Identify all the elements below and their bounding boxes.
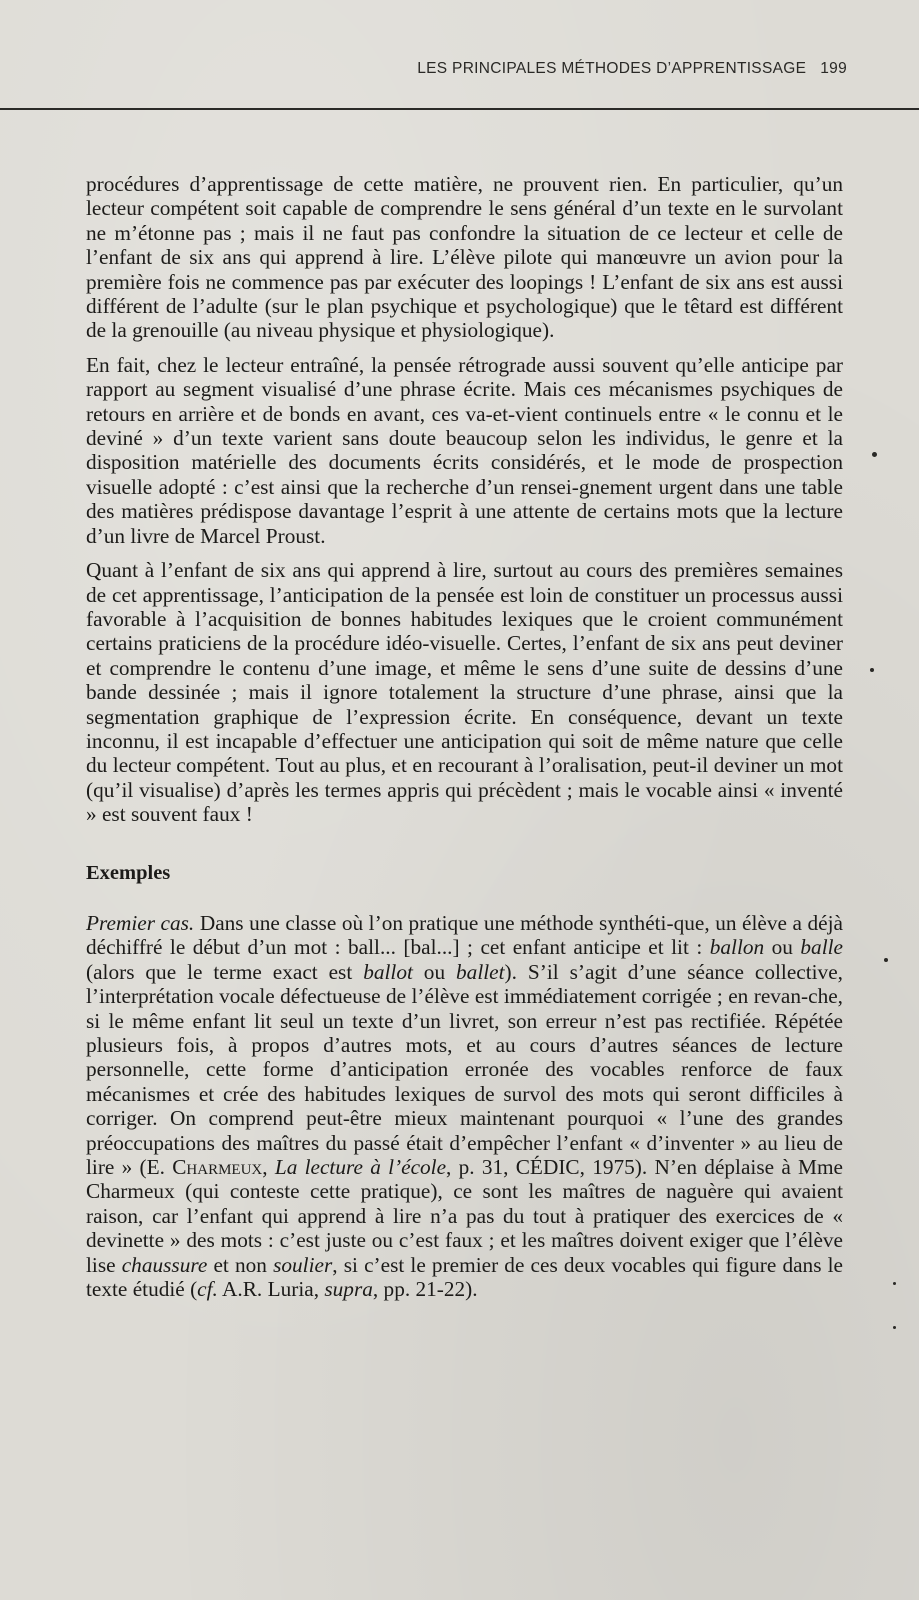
- print-speck: [872, 452, 877, 457]
- supra-word: supra: [324, 1277, 373, 1302]
- word-ballon: ballon: [709, 935, 765, 960]
- cf-abbrev: cf.: [197, 1277, 218, 1302]
- author-name: Charmeux: [172, 1155, 263, 1180]
- body-text: [86, 172, 843, 1311]
- paragraph-1: procédures d’apprentissage de cette matière, ne prouvent rien. En particulier, qu’un lecteur compétent soit capable de comprendre le sens général d’un texte en le survolant ne m’étonne pas ; mais il ne faut pas confondre la situation de ce lecteur et celle de l’enfant de six ans qui apprend à lire. L’élève pilote qui manœuvre un avion pour la première fois ne commence pas par exécuter des loopings ! L’enfant de six ans est aussi différent de l’adulte (sur le plan psychique et psychologique) que le têtard est différent de la grenouille (au niveau physique et physiologique).: [86, 172, 843, 343]
- p4-text-8: et non: [207, 1252, 274, 1277]
- word-ballot: ballot: [363, 959, 413, 984]
- page-number: 199: [820, 60, 847, 77]
- book-title: La lecture à l’école: [274, 1155, 447, 1180]
- p4-text-11: , pp. 21-22).: [372, 1277, 478, 1302]
- p4-text-6: ,: [262, 1155, 275, 1180]
- running-title: LES PRINCIPALES MÉTHODES D’APPRENTISSAGE: [417, 60, 807, 77]
- section-heading: Exemples: [86, 861, 171, 884]
- p4-text-7: , p. 31, CÉDIC, 1975). N’en déplaise à Mme Charmeux (qui conteste cette pratique), ce sont les maîtres de naguère qui avaient raison, car l’enfant qui apprend à lire n’a pas du tout à pratiquer des exercices de « devinette » des mots : c’est juste ou c’est faux ; et les maîtres doivent exiger que l’élève lise: [86, 1155, 843, 1277]
- running-head: [417, 60, 847, 78]
- word-balle: balle: [800, 935, 843, 960]
- case-label: Premier cas.: [86, 910, 195, 935]
- p4-text-1: Dans une classe où l’on pratique une méthode synthéti-que, un élève a déjà déchiffré le début d’un mot : ball... [bal...] ; cet enfant anticipe et lit :: [86, 910, 843, 960]
- p4-text-9: , si c’est le premier de ces deux vocables qui figure dans le texte étudié (: [86, 1252, 843, 1302]
- print-speck: [870, 668, 874, 672]
- p4-text-3: (alors que le terme exact est: [86, 959, 364, 984]
- p4-text-5: ). S’il s’agit d’une séance collective, l’interprétation vocale défectueuse de l’élève est immédiatement corrigée ; en revan-che, si le même enfant lit seul un texte d’un livret, son erreur n’est pas rectifiée. Répétée plusieurs fois, à propos d’autres mots, et au cours d’autres séances de lecture personnelle, cette forme d’anticipation erronée des vocables renforce de faux mécanismes et crée des habitudes lexiques de survol des mots qui seront difficiles à corriger. On comprend peut-être mieux maintenant pourquoi « l’une des grandes préoccupations des maîtres du passé était d’empêcher l’enfant « d’inventer » au lieu de lire » (E.: [86, 959, 843, 1180]
- paragraph-4: [86, 911, 843, 1302]
- word-chaussure: chaussure: [121, 1252, 208, 1277]
- header-rule: [0, 108, 919, 110]
- paragraph-3: Quant à l’enfant de six ans qui apprend à lire, surtout au cours des premières semaines de cet apprentissage, l’anticipation de la pensée est loin de constituer un processus aussi favorable à l’acquisition de bonnes habitudes lexiques que le croient communément certains praticiens de la procédure idéo-visuelle. Certes, l’enfant de six ans peut deviner et comprendre le contenu d’une image, et même le sens d’une suite de dessins d’une bande dessinée ; mais il ignore totalement la structure d’une phrase, ainsi que la segmentation graphique de l’expression écrite. En conséquence, devant un texte inconnu, il est incapable d’effectuer une anticipation qui soit de même nature que celle du lecteur compétent. Tout au plus, et en recourant à l’oralisation, peut-il deviner un mot (qu’il visualise) d’après les termes appris qui précèdent ; mais le vocable ainsi « inventé » est souvent faux !: [86, 558, 843, 827]
- paragraph-2: En fait, chez le lecteur entraîné, la pensée rétrograde aussi souvent qu’elle anticipe par rapport au segment visualisé d’une phrase écrite. Mais ces mécanismes psychiques de retours en arrière et de bonds en avant, ces va-et-vient continuels entre « le connu et le deviné » d’un texte varient sans doute beaucoup selon les individus, le genre et la disposition matérielle des documents écrits considérés, et le mode de prospection visuelle adopté : c’est ainsi que la recherche d’un rensei-gnement urgent dans une table des matières prédispose davantage l’esprit à une attente de certains mots que la lecture d’un livre de Marcel Proust.: [86, 352, 843, 548]
- p4-text-4: ou: [412, 959, 457, 984]
- print-speck: [893, 1326, 896, 1329]
- p4-text-2: ou: [764, 935, 801, 960]
- word-soulier: soulier: [273, 1252, 333, 1277]
- print-speck: [884, 958, 888, 962]
- word-ballet: ballet: [456, 959, 505, 984]
- print-speck: [893, 1282, 896, 1285]
- p4-text-10: A.R. Luria,: [217, 1277, 325, 1302]
